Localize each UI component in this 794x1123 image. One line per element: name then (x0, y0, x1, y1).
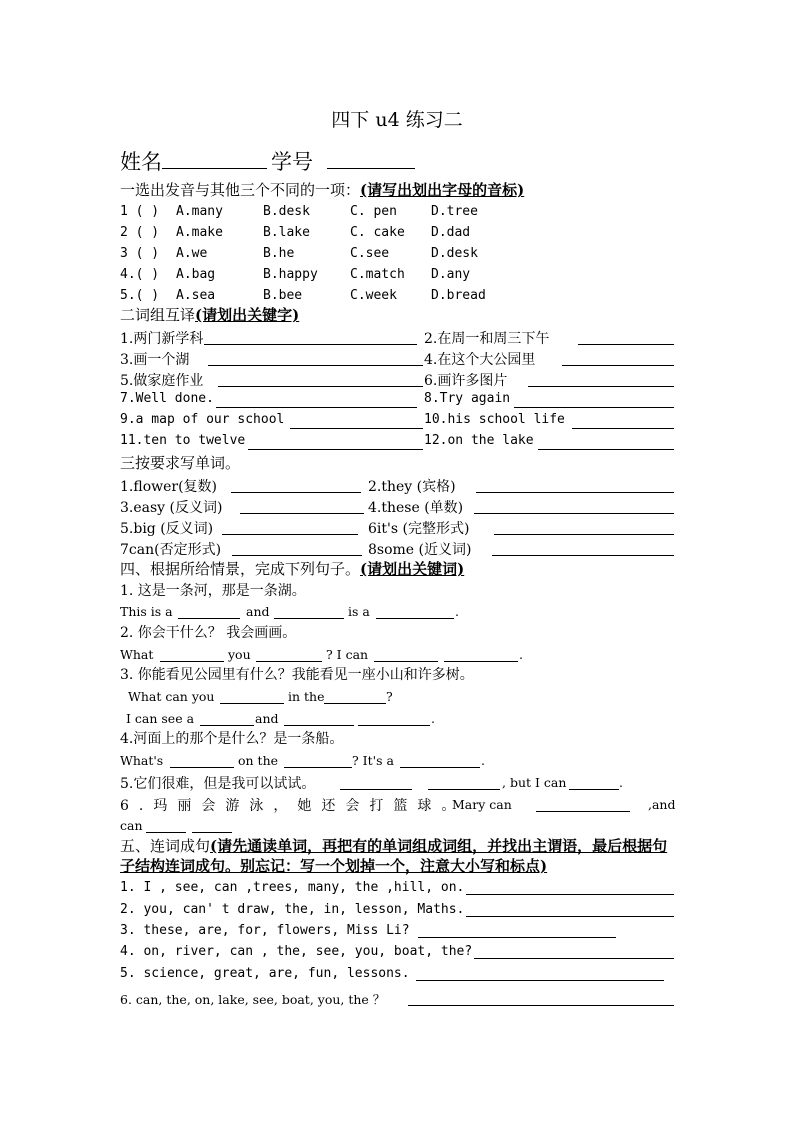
number-blank[interactable] (327, 167, 415, 169)
answer-blank[interactable] (218, 386, 423, 387)
item-prompt: 6it's (完整形式) (368, 521, 470, 537)
option-d: D.bread (431, 288, 486, 303)
option-d: D.dad (431, 225, 471, 240)
answer-blank[interactable] (222, 534, 358, 535)
answer-blank[interactable] (428, 789, 500, 790)
answer-blank[interactable] (572, 428, 674, 429)
item-prompt: 12.on the lake (424, 433, 534, 448)
answer-blank[interactable] (274, 618, 344, 619)
option-b: B.lake (263, 225, 310, 240)
answer-blank[interactable] (340, 789, 412, 790)
answer-blank[interactable] (160, 661, 224, 662)
row-number[interactable]: 5.( ) (120, 288, 160, 303)
section3-heading: 三按要求写单词。 (120, 454, 241, 472)
item-prompt: 3. these, are, for, flowers, Miss Li? (120, 923, 410, 938)
row-number[interactable]: 3 ( ) (120, 246, 160, 261)
item-prompt: 3.画一个湖 (120, 352, 190, 368)
answer-blank[interactable] (476, 492, 674, 493)
answer-blank[interactable] (562, 365, 674, 366)
item-prompt: 10.his school life (424, 412, 565, 427)
answer-blank[interactable] (376, 618, 454, 619)
option-d: D.desk (431, 246, 478, 261)
answer-blank[interactable] (284, 767, 352, 768)
answer-blank[interactable] (538, 449, 674, 450)
option-a: A.bag (176, 267, 216, 282)
item-prompt: 2. you, can' t draw, the, in, lesson, Maths. (120, 902, 465, 917)
answer-blank[interactable] (374, 661, 438, 662)
q2-chinese: 2. 你会干什么？ 我会画画。 (120, 625, 297, 641)
option-b: B.happy (263, 267, 318, 282)
answer-blank[interactable] (474, 958, 674, 959)
q1-chinese: 1. 这是一条河，那是一条湖。 (120, 583, 306, 599)
answer-blank[interactable] (418, 937, 616, 938)
answer-blank[interactable] (231, 492, 361, 493)
item-prompt: 6. can, the, on, lake, see, boat, you, the ？ (120, 992, 386, 1007)
option-a: A.we (176, 246, 208, 261)
option-b: B.he (263, 246, 295, 261)
item-prompt: 1. I , see, can ,trees, many, the ,hill, on. (120, 880, 465, 895)
option-a: A.many (176, 204, 223, 219)
option-a: A.make (176, 225, 223, 240)
q5-chinese: 5.它们很难，但是我可以试试。 (120, 776, 316, 792)
answer-blank[interactable] (146, 832, 186, 833)
item-prompt: 2.they (宾格) (368, 479, 456, 495)
answer-blank[interactable] (494, 534, 674, 535)
answer-blank[interactable] (358, 725, 430, 726)
item-prompt: 4.在这个大公园里 (424, 352, 536, 368)
answer-blank[interactable] (248, 449, 423, 450)
item-prompt: 5.big (反义词) (120, 521, 214, 537)
answer-blank[interactable] (216, 407, 417, 408)
number-label: 学号 (271, 150, 313, 174)
row-number[interactable]: 2 ( ) (120, 225, 160, 240)
answer-blank[interactable] (284, 725, 354, 726)
option-c: C. cake (350, 225, 405, 240)
answer-blank[interactable] (204, 344, 417, 345)
section5-heading: 五、连词成句(请先通读单词，再把有的单词组成词组，并找出主谓语，最后根据句子结构连词成句。别忘记：写一个划掉一个，注意大小写和标点) (120, 837, 668, 875)
option-c: C. pen (350, 204, 397, 219)
answer-blank[interactable] (569, 789, 619, 790)
section2-heading: 二词组互译(请划出关键字) (120, 306, 300, 324)
answer-blank[interactable] (256, 661, 322, 662)
answer-blank[interactable] (536, 811, 630, 812)
name-label: 姓名 (120, 150, 162, 174)
row-number[interactable]: 4.( ) (120, 267, 160, 282)
answer-blank[interactable] (466, 916, 674, 917)
item-prompt: 7.Well done. (120, 391, 214, 406)
answer-blank[interactable] (492, 555, 674, 556)
item-prompt: 7can(否定形式) (120, 542, 222, 558)
answer-blank[interactable] (290, 428, 423, 429)
answer-blank[interactable] (192, 832, 232, 833)
answer-blank[interactable] (208, 365, 423, 366)
answer-blank[interactable] (232, 555, 362, 556)
option-c: C.match (350, 267, 405, 282)
worksheet-page: 四下 u4 练习二 姓名 学号 一选出发音与其他三个不同的一项：(请写出划出字母的音标) 1 ( ) A.many B.desk C. pen D.tree 2 ( ) A.make B.lake C. cake D.dad 3 ( ) A.we B.he C.see D.desk 4.( ) A.bag B.happy C.match D.any 5.( ) A.sea B.bee C.week D.bread 二词组互译(请划出关键字) 1.两门新学科 2.在周一和周三下午 3.画一个湖 4.在这个大公园里 5.做家庭作业 6.画许多图片 7.Well done. 8.Try again 9.a map of our school 10.his school life 11.ten to twelve 12.on the lake 三按要求写单词。 1.flower(复数) 2.they (宾格) 3.easy (反义词) 4.these (单数) 5.big (反义词) 6it's (完整形式) 7can(否定形式) 8some (近义词) 四、根据所给情景，完成下列句子。(请划出关键词) 1. 这是一条河，那是一条湖。 This is a and is a . 2. 你会干什么？ 我会画画。 What you ? I can . 3. 你能看见公园里有什么？我能看见一座小山和许多树。 What can you in the ? I can see a and . 4.河面上的那个是什么？是一条船。 What's on the ? It's a . 5.它们很难，但是我可以试试。 , but I can . 6.玛丽会游泳，她还会打篮球。 Mary can ,and can 五、连词成句(请先通读单词，再把有的单词组成词组，并找出主谓语，最后根据句子结构连词成句。别忘记：写一个划掉一个，注意大小写和标点) 1. I , see, can ,trees, many, the ,hill, on. 2. you, can' t draw, the, in, lesson, Maths. 3. these, are, for, flowers, Miss Li? 4. on, river, can , the, see, you, boat, the? 5. science, great, are, fun, lessons. 6. can, the, on, lake, see, boat, you, the ？ (0, 0, 794, 1123)
q6-chinese: 6.玛丽会游泳，她还会打篮球。 (120, 798, 466, 814)
answer-blank[interactable] (170, 767, 234, 768)
option-a: A.sea (176, 288, 216, 303)
item-prompt: 1.两门新学科 (120, 331, 204, 347)
page-title: 四下 u4 练习二 (331, 109, 463, 131)
section1-heading: 一选出发音与其他三个不同的一项：(请写出划出字母的音标) (120, 181, 525, 199)
name-blank[interactable] (162, 167, 267, 169)
answer-blank[interactable] (466, 894, 674, 895)
item-prompt: 5.做家庭作业 (120, 373, 204, 389)
answer-blank[interactable] (578, 344, 674, 345)
answer-blank[interactable] (474, 513, 674, 514)
item-prompt: 9.a map of our school (120, 412, 285, 427)
name-number-row (120, 146, 415, 176)
answer-blank[interactable] (408, 1005, 674, 1006)
q3-chinese: 3. 你能看见公园里有什么？我能看见一座小山和许多树。 (120, 667, 474, 683)
section4-heading: 四、根据所给情景，完成下列句子。(请划出关键词) (120, 560, 465, 578)
answer-blank[interactable] (400, 767, 480, 768)
item-prompt: 8some (近义词) (368, 542, 472, 558)
row-number[interactable]: 1 ( ) (120, 204, 160, 219)
answer-blank[interactable] (200, 725, 254, 726)
answer-blank[interactable] (416, 980, 664, 981)
item-prompt: 1.flower(复数) (120, 479, 218, 495)
answer-blank[interactable] (220, 703, 284, 704)
item-prompt: 5. science, great, are, fun, lessons. (120, 966, 410, 981)
item-prompt: 4.these (单数) (368, 500, 464, 516)
item-prompt: 6.画许多图片 (424, 373, 508, 389)
option-d: D.any (431, 267, 471, 282)
item-prompt: 11.ten to twelve (120, 433, 246, 448)
answer-blank[interactable] (324, 703, 386, 704)
option-c: C.see (350, 246, 390, 261)
answer-blank[interactable] (528, 386, 674, 387)
option-b: B.bee (263, 288, 303, 303)
q4-chinese: 4.河面上的那个是什么？是一条船。 (120, 731, 344, 747)
item-prompt: 3.easy (反义词) (120, 500, 223, 516)
answer-blank[interactable] (444, 661, 518, 662)
option-c: C.week (350, 288, 397, 303)
item-prompt: 8.Try again (424, 391, 511, 406)
option-d: D.tree (431, 204, 478, 219)
answer-blank[interactable] (178, 618, 240, 619)
item-prompt: 4. on, river, can , the, see, you, boat, the? (120, 944, 473, 959)
option-b: B.desk (263, 204, 310, 219)
answer-blank[interactable] (514, 407, 674, 408)
item-prompt: 2.在周一和周三下午 (424, 331, 550, 347)
answer-blank[interactable] (240, 513, 364, 514)
